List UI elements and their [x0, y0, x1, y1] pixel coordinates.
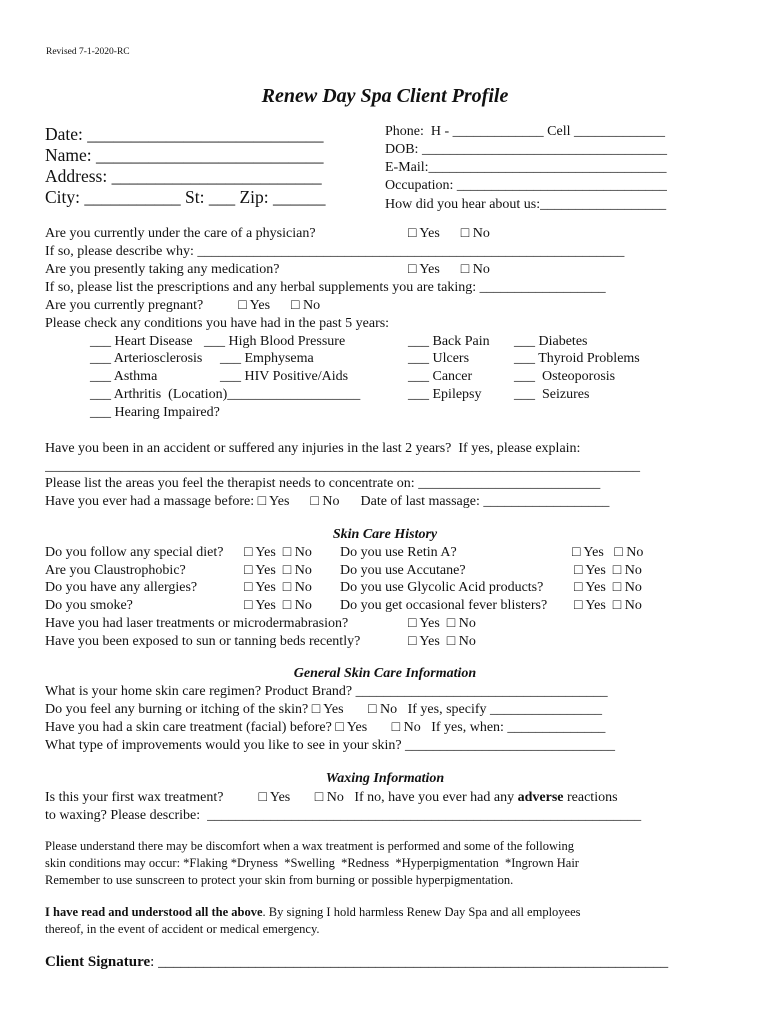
- skin-checkboxes[interactable]: □ Yes □ No: [244, 545, 312, 560]
- skin-question: Do you use Retin A?: [340, 545, 457, 560]
- prescriptions-field[interactable]: If so, please list the prescriptions and any herbal supplements you are taking: __________________: [45, 280, 606, 295]
- skin-checkboxes[interactable]: □ Yes □ No: [244, 563, 312, 578]
- condition-item[interactable]: ___ Seizures: [514, 387, 590, 402]
- date-field[interactable]: Date: ___________________________: [45, 124, 324, 144]
- skin-checkboxes[interactable]: □ Yes □ No: [574, 580, 642, 595]
- medication-checkboxes[interactable]: □ Yes □ No: [408, 262, 490, 277]
- adverse-word: adverse: [517, 790, 564, 805]
- skin-question: Are you Claustrophobic?: [45, 563, 186, 578]
- agreement-rest: . By signing I hold harmless Renew Day Spa and all employees: [262, 905, 581, 919]
- condition-item[interactable]: ___ Diabetes: [514, 334, 588, 349]
- condition-item[interactable]: ___ Emphysema: [220, 351, 314, 366]
- agreement-line-2: thereof, in the event of accident or medical emergency.: [45, 922, 320, 936]
- signature-field[interactable]: [45, 953, 668, 971]
- disclaimer-line: skin conditions may occur: *Flaking *Dryness *Swelling *Redness *Hyperpigmentation *Ingrown Hair: [45, 856, 579, 870]
- condition-item[interactable]: ___ HIV Positive/Aids: [220, 369, 349, 384]
- skin-checkboxes[interactable]: □ Yes □ No: [244, 598, 312, 613]
- condition-item[interactable]: ___ Arteriosclerosis: [90, 351, 203, 366]
- skin-question: Do you use Glycolic Acid products?: [340, 580, 544, 595]
- conditions-intro: Please check any conditions you have had in the past 5 years:: [45, 316, 390, 331]
- skin-checkboxes[interactable]: □ Yes □ No: [574, 563, 642, 578]
- skin-question: Do you get occasional fever blisters?: [340, 598, 548, 613]
- sun-checkboxes[interactable]: □ Yes □ No: [408, 634, 476, 649]
- skin-question: Do you smoke?: [45, 598, 133, 613]
- first-wax-text: Is this your first wax treatment? □ Yes □ No If no, have you ever had any: [45, 790, 518, 805]
- skin-checkboxes[interactable]: □ Yes □ No: [244, 580, 312, 595]
- burning-question[interactable]: Do you feel any burning or itching of the skin? □ Yes □ No If yes, specify ________________: [45, 702, 603, 717]
- condition-item[interactable]: ___ Heart Disease: [90, 334, 193, 349]
- physician-describe-field[interactable]: If so, please describe why: _____________________________________________________________: [45, 244, 625, 259]
- condition-item[interactable]: ___ Asthma: [90, 369, 158, 384]
- disclaimer-line: Please understand there may be discomfort when a wax treatment is performed and some of the following: [45, 839, 575, 853]
- skin-checkboxes[interactable]: □ Yes □ No: [572, 545, 644, 560]
- signature-label: Client Signature: [45, 954, 151, 970]
- occupation-field[interactable]: Occupation: ______________________________: [385, 178, 667, 193]
- condition-item[interactable]: ___ Cancer: [408, 369, 473, 384]
- condition-item[interactable]: ___ Thyroid Problems: [514, 351, 640, 366]
- condition-item[interactable]: ___ Ulcers: [408, 351, 470, 366]
- physician-question: Are you currently under the care of a physician?: [45, 226, 316, 241]
- laser-question: Have you had laser treatments or microdermabrasion?: [45, 616, 349, 631]
- skin-question: Do you use Accutane?: [340, 563, 466, 578]
- condition-item[interactable]: ___ Epilepsy: [408, 387, 482, 402]
- wax-reaction-describe-field[interactable]: to waxing? Please describe: ______________________________________________________________: [45, 808, 642, 823]
- massage-question[interactable]: Have you ever had a massage before: □ Yes □ No Date of last massage: __________________: [45, 494, 610, 509]
- skin-care-history-heading: Skin Care History: [332, 527, 438, 542]
- revision-note: Revised 7-1-2020-RC: [46, 47, 130, 57]
- physician-checkboxes[interactable]: □ Yes □ No: [408, 226, 490, 241]
- improvements-field[interactable]: What type of improvements would you like to see in your skin? ______________________________: [45, 738, 616, 753]
- condition-item[interactable]: ___ Arthritis (Location)___________________: [90, 387, 361, 402]
- email-field[interactable]: E-Mail:__________________________________: [385, 160, 667, 175]
- facial-question[interactable]: Have you had a skin care treatment (facial) before? □ Yes □ No If yes, when: ______________: [45, 720, 606, 735]
- page-title: Renew Day Spa Client Profile: [261, 85, 509, 107]
- address-field[interactable]: Address: ________________________: [45, 166, 322, 186]
- skin-checkboxes[interactable]: □ Yes □ No: [574, 598, 642, 613]
- agreement-line: [45, 905, 581, 920]
- condition-item[interactable]: ___ High Blood Pressure: [204, 334, 346, 349]
- waxing-heading: Waxing Information: [325, 771, 445, 786]
- agreement-bold: I have read and understood all the above: [45, 905, 263, 919]
- pregnant-question[interactable]: Are you currently pregnant? □ Yes □ No: [45, 298, 321, 313]
- medication-question: Are you presently taking any medication?: [45, 262, 280, 277]
- condition-item[interactable]: ___ Osteoporosis: [514, 369, 616, 384]
- disclaimer-line: Remember to use sunscreen to protect your skin from burning or possible hyperpigmentation.: [45, 873, 514, 887]
- general-skin-care-heading: General Skin Care Information: [293, 666, 477, 681]
- reactions-word: reactions: [563, 790, 618, 805]
- first-wax-question[interactable]: [45, 790, 618, 807]
- regimen-field[interactable]: What is your home skin care regimen? Product Brand? ____________________________________: [45, 684, 608, 699]
- skin-question: Do you follow any special diet?: [45, 545, 224, 560]
- focus-areas-field[interactable]: Please list the areas you feel the therapist needs to concentrate on: __________________________: [45, 476, 601, 491]
- accident-question: Have you been in an accident or suffered any injuries in the last 2 years? If yes, please explain:: [45, 441, 581, 456]
- condition-item[interactable]: ___ Hearing Impaired?: [90, 405, 220, 420]
- referral-field[interactable]: How did you hear about us:__________________: [385, 197, 667, 212]
- phone-field[interactable]: Phone: H - _____________ Cell _____________: [385, 124, 665, 139]
- dob-field[interactable]: DOB: ___________________________________: [385, 142, 667, 157]
- condition-item[interactable]: ___ Back Pain: [408, 334, 490, 349]
- laser-checkboxes[interactable]: □ Yes □ No: [408, 616, 476, 631]
- accident-explain-field[interactable]: _____________________________________________________________________________________: [45, 459, 640, 474]
- sun-question: Have you been exposed to sun or tanning beds recently?: [45, 634, 361, 649]
- city-state-zip-field[interactable]: City: ___________ St: ___ Zip: ______: [45, 187, 326, 207]
- skin-question: Do you have any allergies?: [45, 580, 198, 595]
- signature-line: : ____________________________________________________________________: [150, 954, 669, 970]
- name-field[interactable]: Name: __________________________: [45, 145, 324, 165]
